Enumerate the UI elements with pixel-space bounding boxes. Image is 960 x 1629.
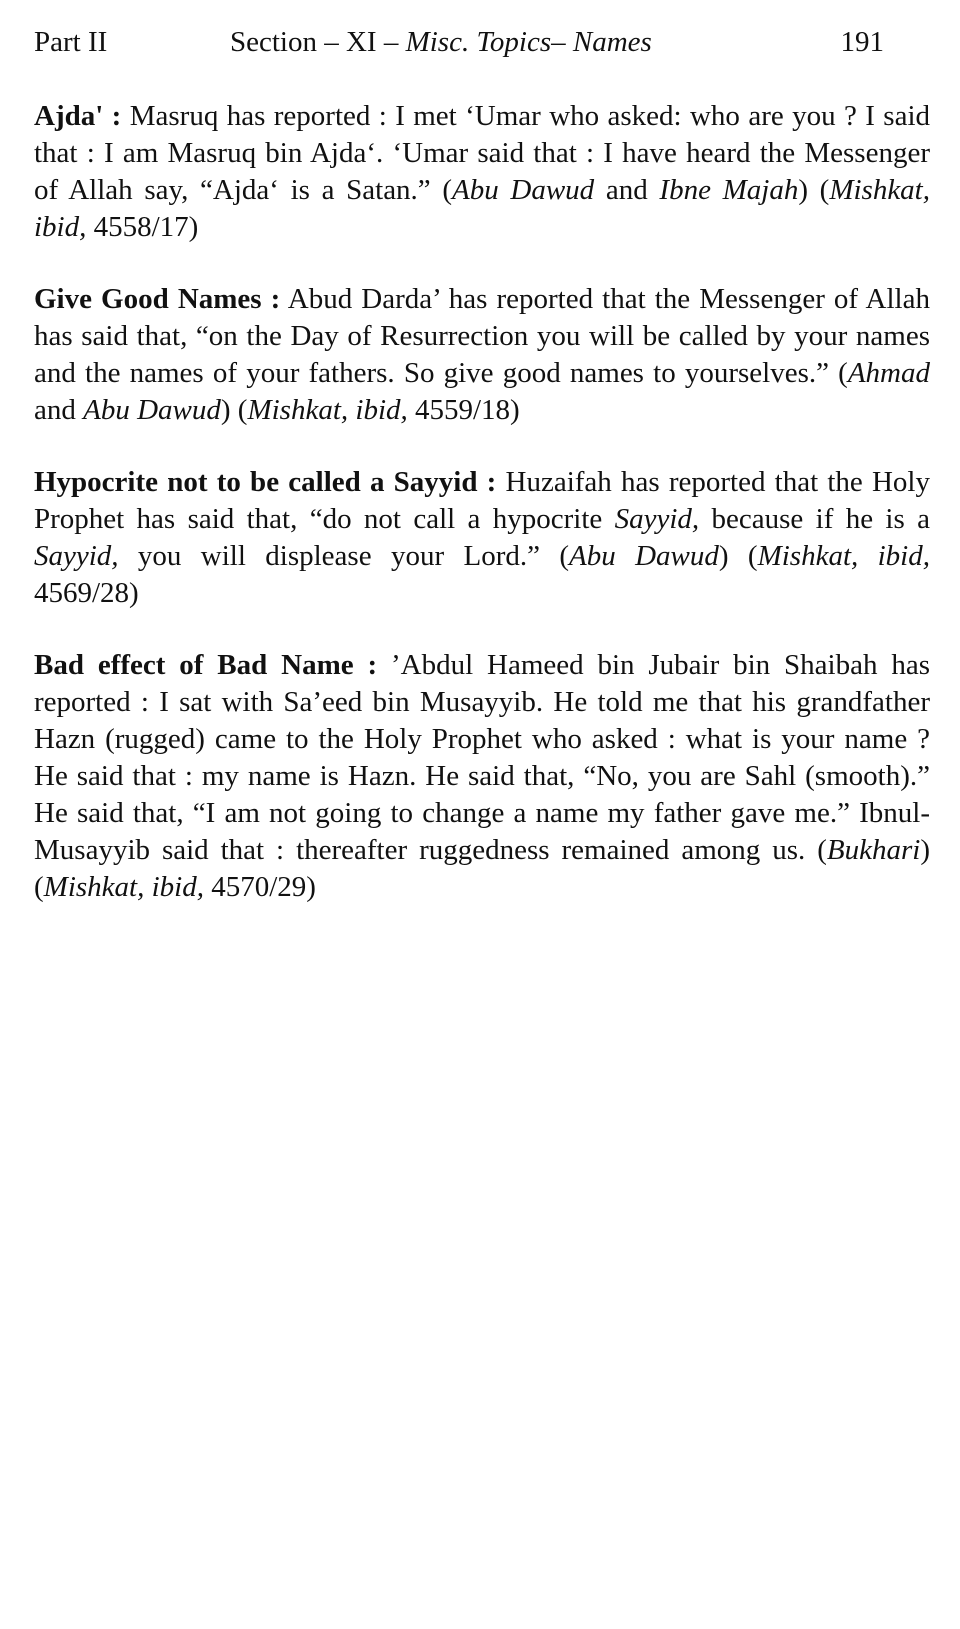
- italic-term: Sayyid,: [614, 503, 700, 535]
- paragraph-hypocrite-sayyid: [34, 464, 930, 612]
- paragraph-text: 4569/28): [34, 577, 139, 609]
- citation: Abu Dawud: [452, 174, 595, 206]
- citation: Abu Dawud: [569, 540, 719, 572]
- paragraph-bad-name: [34, 647, 930, 906]
- paragraph-text: and: [594, 174, 660, 206]
- paragraph-term: Hypocrite not to be called a Sayyid :: [34, 466, 497, 498]
- section-prefix: Section – XI –: [230, 26, 406, 58]
- italic-term: Sayyid,: [34, 540, 119, 572]
- paragraph-text: ) (: [220, 394, 248, 426]
- paragraph-text: 4570/29): [203, 871, 316, 903]
- citation: Mishkat, ibid,: [247, 394, 408, 426]
- paragraph-text: ) (: [34, 834, 930, 903]
- citation: Mishkat, ibid,: [34, 174, 930, 243]
- paragraph-text: Huzaifah has reported that the Holy Prophet has said that, “do not call a hypocrite: [34, 466, 930, 535]
- paragraph-ajda: [34, 98, 930, 246]
- paragraph-text: you will displease your Lord.” (: [118, 540, 570, 572]
- paragraph-text: ’Abdul Hameed bin Jubair bin Shaibah has reported : I sat with Sa’eed bin Musayyib. He told me that his grandfather Hazn (rugged) came to the Holy Prophet who asked : what is your name ? He said that : my name is Hazn. He said that, “No, you are Sahl (smooth).” He said that, “I am not going to change a name my father gave me.” Ibnul-Musayyib said that : thereafter ruggedness remained among us. (: [34, 649, 930, 866]
- paragraph-give-good-names: [34, 281, 930, 429]
- citation: Mishkat, ibid,: [757, 540, 930, 572]
- section-title: Misc. Topics– Names: [405, 26, 652, 58]
- citation: Abu Dawud: [83, 394, 221, 426]
- body-text: [34, 98, 930, 941]
- paragraph-text: ) (: [798, 174, 830, 206]
- citation: Mishkat, ibid,: [43, 871, 204, 903]
- paragraph-term: Bad effect of Bad Name :: [34, 649, 378, 681]
- paragraph-text: Abud Darda’ has reported that the Messenger of Allah has said that, “on the Day of Resurrection you will be called by your names and the names of your fathers. So give good names to yourselves.” (: [34, 283, 930, 389]
- running-header: [34, 22, 884, 62]
- page-number: 191: [840, 26, 884, 58]
- citation: Ahmad: [847, 357, 930, 389]
- paragraph-text: 4559/18): [407, 394, 520, 426]
- paragraph-term: Ajda' :: [34, 100, 122, 132]
- paragraph-text: because if he is a: [699, 503, 930, 535]
- part-label: Part II: [34, 26, 108, 58]
- section-label: [230, 22, 652, 62]
- paragraph-text: ) (: [718, 540, 758, 572]
- paragraph-text: and: [34, 394, 84, 426]
- paragraph-text: Masruq has reported : I met ‘Umar who asked: who are you ? I said that : I am Masruq bin Ajda‘. ‘Umar said that : I have heard the Messenger of Allah say, “Ajda‘ is a Satan.” (: [34, 100, 931, 206]
- paragraph-term: Give Good Names :: [34, 283, 281, 315]
- citation: Ibne Majah: [659, 174, 799, 206]
- paragraph-text: 4558/17): [86, 211, 199, 243]
- citation: Bukhari: [826, 834, 921, 866]
